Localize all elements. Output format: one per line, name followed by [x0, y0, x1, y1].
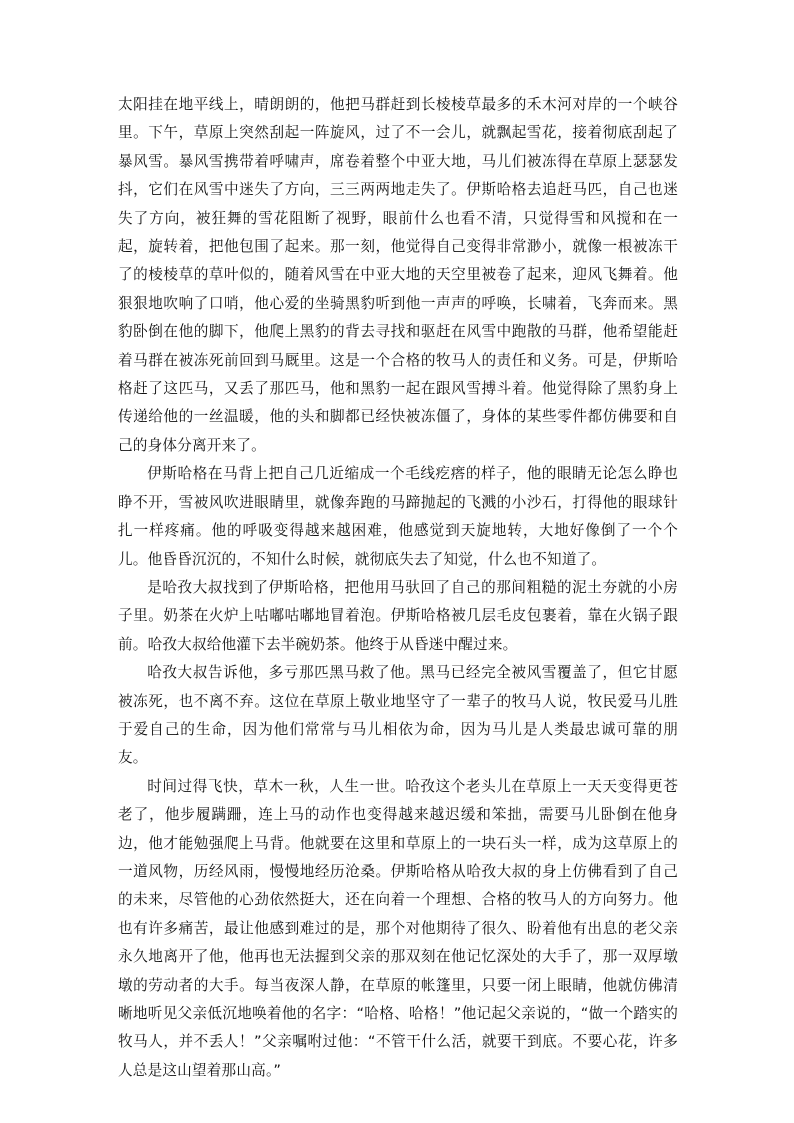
paragraph-3: 是哈孜大叔找到了伊斯哈格，把他用马驮回了自己的那间粗糙的泥土夯就的小房子里。奶茶在火炉上咕嘟咕嘟地冒着泡。伊斯哈格被几层毛皮包裹着，靠在火锅子跟前。哈孜大叔给他灌下去半碗奶茶。他终于从昏迷中醒过来。 [118, 578, 678, 653]
paragraph-4: 哈孜大叔告诉他，多亏那匹黑马救了他。黑马已经完全被风雪覆盖了，但它甘愿被冻死，也不离不弃。这位在草原上敬业地坚守了一辈子的牧马人说，牧民爱马儿胜于爱自己的生命，因为他们常常与马儿相依为命，因为马儿是人类最忠诚可靠的朋友。 [118, 664, 678, 767]
paragraph-5: 时间过得飞快，草木一秋，人生一世。哈孜这个老头儿在草原上一天天变得更苍老了，他步履蹒跚，连上马的动作也变得越来越迟缓和笨拙，需要马儿卧倒在他身边，他才能勉强爬上马背。他就要在这里和草原上的一块石头一样，成为这草原上的一道风物，历经风雨，慢慢地经历沧桑。伊斯哈格从哈孜大叔的身上仿佛看到了自己的未来，尽管他的心劲依然挺大，还在向着一个理想、合格的牧马人的方向努力。他也有许多痛苦，最让他感到难过的是，那个对他期待了很久、盼着他有出息的老父亲永久地离开了他，他再也无法握到父亲的那双刻在他记忆深处的大手了，那一双厚墩墩的劳动者的大手。每当夜深人静，在草原的帐篷里，只要一闭上眼睛，他就仿佛清晰地听见父亲低沉地唤着他的名字：“哈格、哈格！”他记起父亲说的，“做一个踏实的牧马人，并不丢人！”父亲嘱咐过他：“不管干什么活，就要干到底。不要心花，许多人总是这山望着那山高。” [118, 777, 678, 1079]
paragraph-1: 太阳挂在地平线上，晴朗朗的，他把马群赶到长棱棱草最多的禾木河对岸的一个峡谷里。下午，草原上突然刮起一阵旋风，过了不一会儿，就飘起雪花，接着彻底刮起了暴风雪。暴风雪携带着呼啸声，席卷着整个中亚大地，马儿们被冻得在草原上瑟瑟发抖，它们在风雪中迷失了方向，三三两两地走失了。伊斯哈格去追赶马匹，自己也迷失了方向，被狂舞的雪花阻断了视野，眼前什么也看不清，只觉得雪和风搅和在一起，旋转着，把他包围了起来。那一刻，他觉得自己变得非常渺小，就像一根被冻干了的棱棱草的草叶似的，随着风雪在中亚大地的天空里被卷了起来，迎风飞舞着。他狠狠地吹响了口哨，他心爱的坐骑黑豹听到他一声声的呼唤，长啸着，飞奔而来。黑豹卧倒在他的脚下，他爬上黑豹的背去寻找和驱赶在风雪中跑散的马群，他希望能赶着马群在被冻死前回到马厩里。这是一个合格的牧马人的责任和义务。可是，伊斯哈格赶了这匹马，又丢了那匹马，他和黑豹一起在跟风雪搏斗着。他觉得除了黑豹身上传递给他的一丝温暖，他的头和脚都已经快被冻僵了，身体的某些零件都仿佛要和自己的身体分离开来了。 [118, 96, 678, 454]
document-body [118, 91, 678, 1085]
paragraph-2: 伊斯哈格在马背上把自己几近缩成一个毛线疙瘩的样子，他的眼睛无论怎么睁也睁不开，雪被风吹进眼睛里，就像奔跑的马蹄抛起的飞溅的小沙石，打得他的眼球针扎一样疼痛。他的呼吸变得越来越困难，他感觉到天旋地转，大地好像倒了一个个儿。他昏昏沉沉的，不知什么时候，就彻底失去了知觉，什么也不知道了。 [118, 465, 678, 568]
